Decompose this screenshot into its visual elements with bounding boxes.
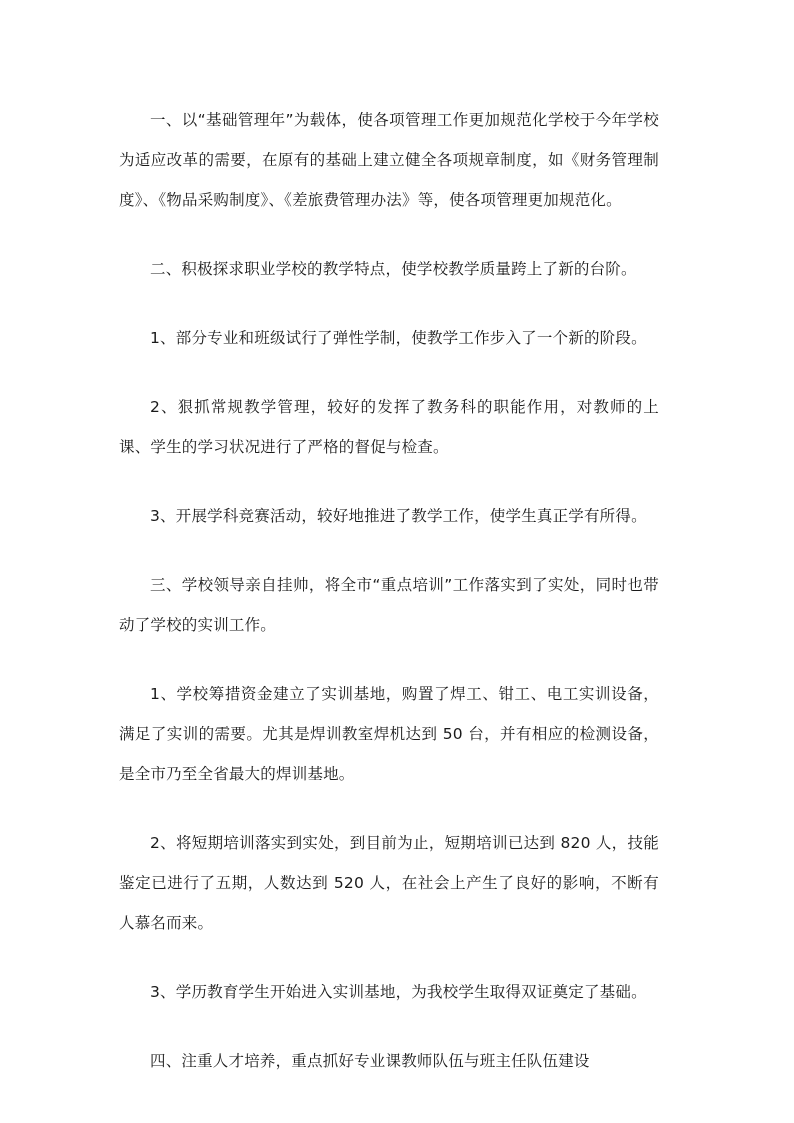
paragraph-key-training: 三、学校领导亲自挂帅，将全市“重点培训”工作落实到了实处，同时也带动了学校的实训工作。 <box>119 576 659 634</box>
document-body <box>119 100 659 1110</box>
paragraph-routine-teaching: 2、狠抓常规教学管理，较好的发挥了教务科的职能作用，对教师的上课、学生的学习状况进行了严格的督促与检查。 <box>119 398 659 456</box>
paragraph-teaching-quality: 二、积极探求职业学校的教学特点，使学校教学质量跨上了新的台阶。 <box>150 260 637 278</box>
paragraph-training-base: 1、学校筹措资金建立了实训基地，购置了焊工、钳工、电工实训设备，满足了实训的需要。尤其是焊训教室焊机达到 50 台，并有相应的检测设备，是全市乃至全省最大的焊训基地。 <box>119 685 659 783</box>
paragraph-subject-competition: 3、开展学科竞赛活动，较好地推进了教学工作，使学生真正学有所得。 <box>150 507 647 525</box>
paragraph-talent-cultivation: 四、注重人才培养，重点抓好专业课教师队伍与班主任队伍建设 <box>150 1052 590 1070</box>
paragraph-academic-education: 3、学历教育学生开始进入实训基地，为我校学生取得双证奠定了基础。 <box>150 983 647 1001</box>
paragraph-short-training: 2、将短期培训落实到实处，到目前为止，短期培训已达到 820 人，技能鉴定已进行了五期，人数达到 520 人，在社会上产生了良好的影响，不断有人慕名而来。 <box>119 834 659 932</box>
paragraph-flexible-system: 1、部分专业和班级试行了弹性学制，使教学工作步入了一个新的阶段。 <box>150 329 647 347</box>
paragraph-basic-management: 一、以“基础管理年”为载体，使各项管理工作更加规范化学校于今年学校为适应改革的需要，在原有的基础上建立健全各项规章制度，如《财务管理制度》、《物品采购制度》、《差旅费管理办法》等，使各项管理更加规范化。 <box>119 111 659 209</box>
